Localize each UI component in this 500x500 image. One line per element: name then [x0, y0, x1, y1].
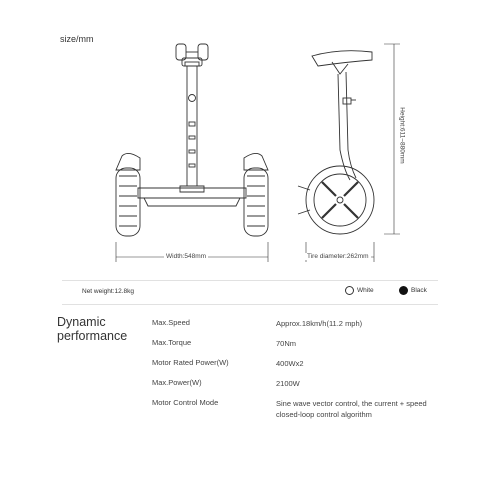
black-swatch-icon — [399, 286, 408, 295]
spec-label: Motor Rated Power(W) — [152, 358, 229, 367]
color-option-black — [399, 286, 427, 295]
spec-value: 2100W — [276, 379, 300, 388]
color-option-white — [345, 286, 374, 295]
size-unit-label: size/mm — [60, 34, 94, 44]
divider — [62, 280, 438, 281]
net-weight-label: Net weight:12.8kg — [82, 288, 135, 295]
height-dimension-label: Height:611~880mm — [398, 107, 406, 164]
spec-label: Max.Torque — [152, 338, 192, 347]
width-dimension-label: Width:548mm — [166, 253, 207, 260]
spec-row-max-torque — [152, 338, 452, 352]
front-view-drawing — [116, 44, 268, 236]
section-title: Dynamic performance — [57, 315, 128, 343]
color-name: White — [357, 287, 374, 294]
spec-value: Sine wave vector control, the current + speed closed-loop control algorithm — [276, 399, 427, 419]
spec-row-max-speed — [152, 318, 452, 332]
white-swatch-icon — [345, 286, 354, 295]
spec-row-motor-rated-power — [152, 358, 452, 372]
tire-diameter-label: Tire diameter:262mm — [307, 253, 369, 260]
spec-value: 70Nm — [276, 339, 297, 348]
side-view-drawing — [298, 51, 374, 234]
divider — [62, 304, 438, 305]
spec-row-motor-control-mode — [152, 398, 452, 419]
spec-value: 400Wx2 — [276, 359, 304, 368]
spec-label: Max.Power(W) — [152, 378, 202, 387]
spec-label: Motor Control Mode — [152, 398, 219, 407]
spec-row-max-power — [152, 378, 452, 392]
color-name: Black — [411, 287, 427, 294]
spec-value: Approx.18km/h(11.2 mph) — [276, 319, 363, 328]
spec-label: Max.Speed — [152, 318, 190, 327]
